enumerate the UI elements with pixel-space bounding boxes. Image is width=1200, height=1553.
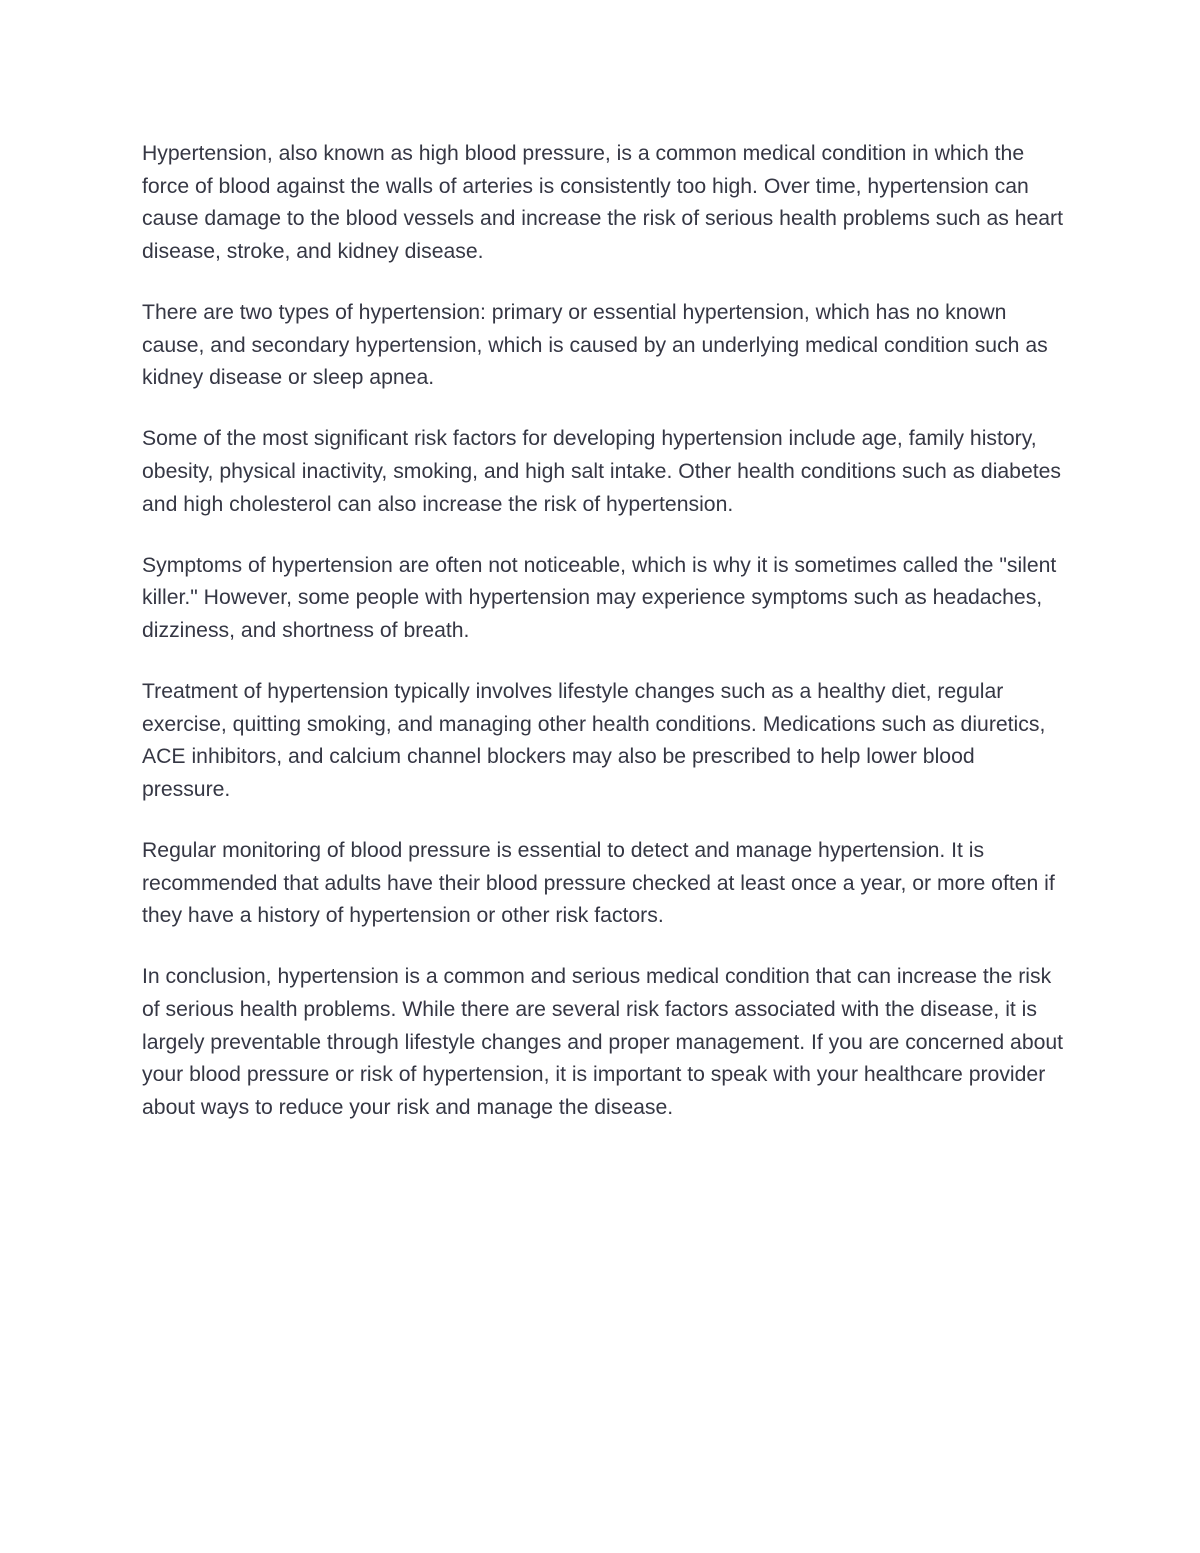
paragraph-conclusion: In conclusion, hypertension is a common and serious medical condition that can increase the risk of serious health problems. While there are several risk factors associated with the disease, it is largely preventable through lifestyle changes and proper management. If you are concerned about your blood pressure or risk of hypertension, it is important to speak with your healthcare provider about ways to reduce your risk and manage the disease.	[142, 965, 1064, 1119]
paragraph-treatment: Treatment of hypertension typically involves lifestyle changes such as a healthy diet, regular exercise, quitting smoking, and managing other health conditions. Medications such as diuretics, ACE inhibitors, and calcium channel blockers may also be prescribed to help lower blood pressure.	[142, 680, 1046, 801]
document-body	[142, 138, 1067, 1124]
paragraph-risk-factors: Some of the most significant risk factors for developing hypertension include age, family history, obesity, physical inactivity, smoking, and high salt intake. Other health conditions such as diabetes and high cholesterol can also increase the risk of hypertension.	[142, 427, 1062, 516]
paragraph-monitoring: Regular monitoring of blood pressure is essential to detect and manage hypertension. It is recommended that adults have their blood pressure checked at least once a year, or more often if they have a history of hypertension or other risk factors.	[142, 839, 1055, 928]
paragraph-types: There are two types of hypertension: primary or essential hypertension, which has no known cause, and secondary hypertension, which is caused by an underlying medical condition such as kidney disease or sleep apnea.	[142, 300, 1048, 390]
paragraph-definition: Hypertension, also known as high blood pressure, is a common medical condition in which the force of blood against the walls of arteries is consistently too high. Over time, hypertension can cause damage to the blood vessels and increase the risk of serious health problems such as heart disease, stroke, and kidney disease.	[142, 142, 1064, 263]
paragraph-symptoms: Symptoms of hypertension are often not noticeable, which is why it is sometimes called the "silent killer." However, some people with hypertension may experience symptoms such as headaches, dizziness, and shortness of breath.	[142, 553, 1057, 642]
